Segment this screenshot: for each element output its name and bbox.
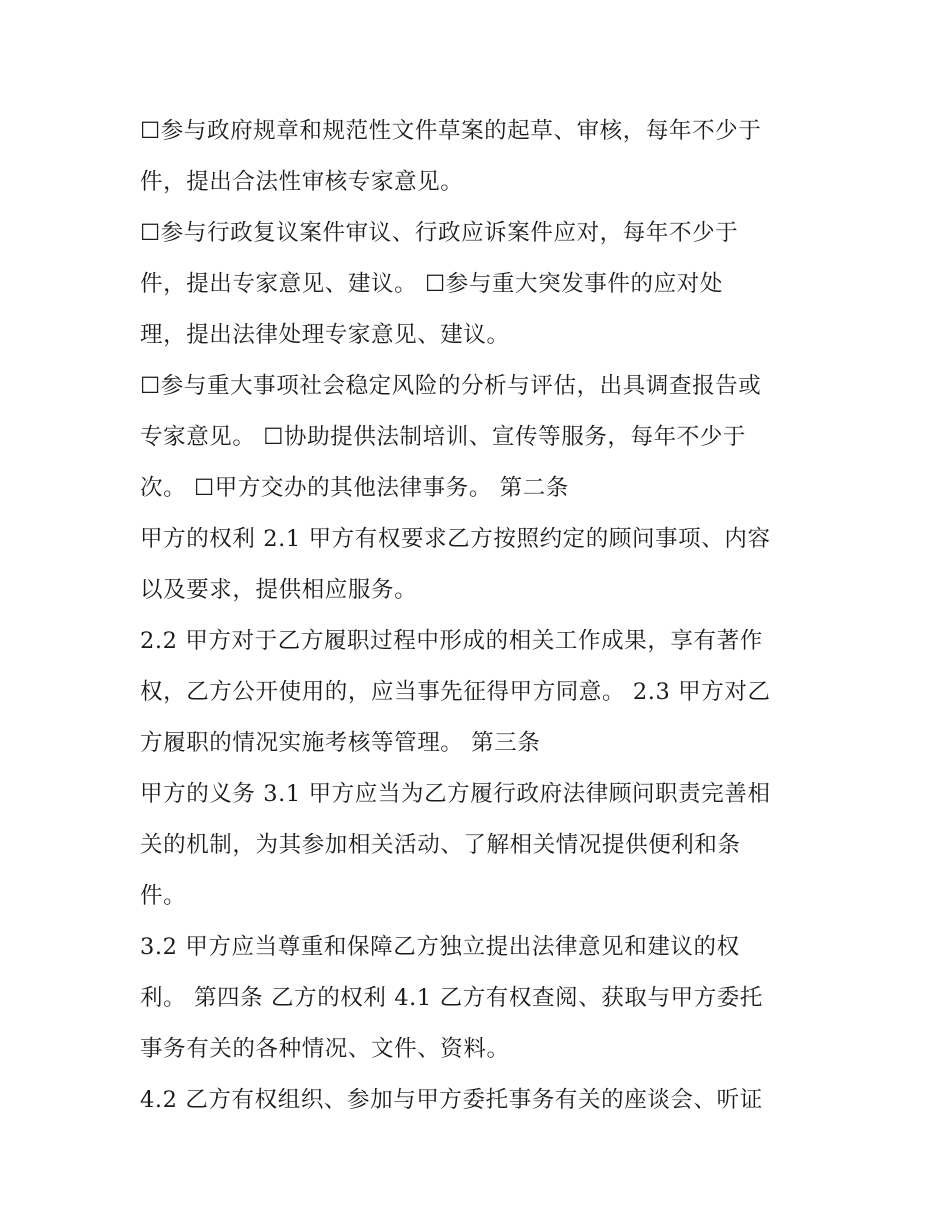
text-line: 关的机制，为其参加相关活动、了解相关情况提供便利和条 (140, 832, 741, 858)
text-line: 件。 (140, 883, 187, 909)
text-line: 次。 ☐甲方交办的其他法律事务。 第二条 (140, 475, 569, 501)
document-body (140, 108, 820, 1128)
text-line: 甲方的权利 2.1 甲方有权要求乙方按照约定的顾问事项、内容 (140, 526, 771, 552)
text-line: 3.2 甲方应当尊重和保障乙方独立提出法律意见和建议的权 (140, 934, 740, 960)
text-line: 2.2 甲方对于乙方履职过程中形成的相关工作成果，享有著作 (140, 628, 763, 654)
text-line: 方履职的情况实施考核等管理。 第三条 (140, 730, 541, 756)
text-line: ☐参与行政复议案件审议、行政应诉案件应对，每年不少于 (140, 220, 739, 246)
text-line: 甲方的义务 3.1 甲方应当为乙方履行政府法律顾问职责完善相 (140, 781, 771, 807)
text-line: 权，乙方公开使用的，应当事先征得甲方同意。 2.3 甲方对乙 (140, 679, 771, 705)
text-line: 件，提出专家意见、建议。 ☐参与重大突发事件的应对处 (140, 271, 723, 297)
text-line: 利。 第四条 乙方的权利 4.1 乙方有权查阅、获取与甲方委托 (140, 985, 763, 1011)
text-line: 专家意见。 ☐协助提供法制培训、宣传等服务，每年不少于 (140, 424, 747, 450)
text-line: ☐参与政府规章和规范性文件草案的起草、审核，每年不少于 (140, 118, 762, 144)
text-line: 以及要求，提供相应服务。 (140, 577, 418, 603)
text-line: 事务有关的各种情况、文件、资料。 (140, 1036, 510, 1062)
text-line: 理，提出法律处理专家意见、建议。 (140, 322, 510, 348)
text-line: ☐参与重大事项社会稳定风险的分析与评估，出具调查报告或 (140, 373, 762, 399)
text-line: 件，提出合法性审核专家意见。 (140, 169, 464, 195)
text-line: 4.2 乙方有权组织、参加与甲方委托事务有关的座谈会、听证 (140, 1087, 763, 1113)
